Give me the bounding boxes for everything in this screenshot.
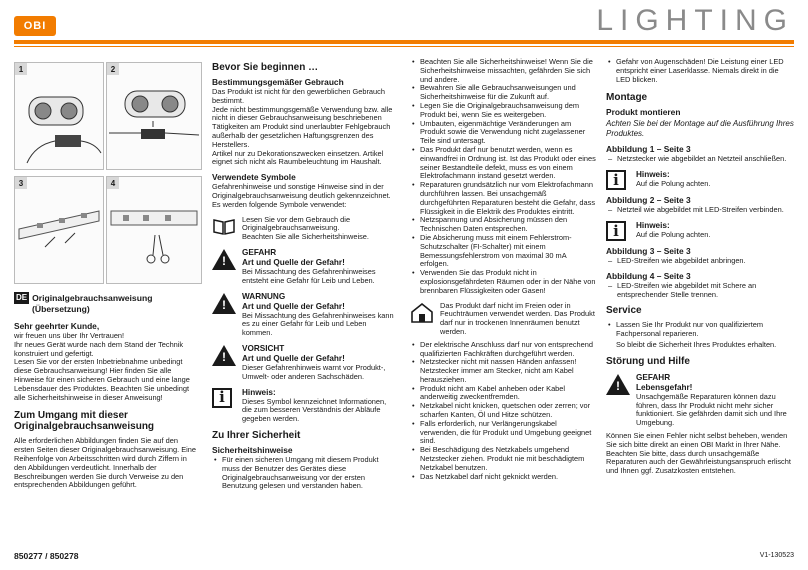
list-item: • Legen Sie die Originalgebrauchsanweisung dem Produkt bei, wenn Sie es weitergeben. (420, 102, 596, 120)
heading-bestimmung: Bestimmungsgemäßer Gebrauch (212, 77, 344, 87)
heading-symbole: Verwendete Symbole (212, 172, 296, 183)
vorsicht-title: VORSICHT (242, 343, 285, 353)
list-item: • Netzstecker nicht mit nassen Händen anfassen! Netzstecker immer am Stecker, nicht am Kabel herausziehen. (420, 358, 596, 384)
hinweis-box-1 (606, 170, 794, 190)
warning-triangle-icon: ! (606, 374, 630, 395)
warning-triangle-icon: ! (212, 249, 236, 270)
info-icon: i (606, 221, 626, 241)
figure-3 (14, 176, 104, 284)
list-item: • Beachten Sie alle Sicherheitshinweise! Wenn Sie die Sicherheitshinweise missachten, gefährden Sie sich und andere. (420, 58, 596, 84)
heading-bevor: Bevor Sie beginnen … (212, 62, 319, 73)
abbildung-4: Abbildung 4 – Seite 3 (606, 270, 691, 281)
column-1 (14, 292, 200, 490)
warnung-subtitle: Art und Quelle der Gefahr! (242, 301, 345, 311)
gefahr-2-subtitle: Lebensgefahr! (636, 382, 693, 392)
list-item: • Gefahr von Augenschäden! Die Leistung einer LED entspricht einer Laserklasse. Niemals direkt in die LED blicken. (616, 58, 794, 84)
led-strip-mount-illustration (15, 177, 103, 283)
obi-logo: OBI (14, 16, 56, 36)
indoor-box (410, 302, 596, 337)
bestimmung-2: Jede nicht bestimmungsgemäße Verwendung bzw. alle nicht in dieser Gebrauchsanweisung beschriebenen Tätigkeiten am Produkt sind unerlaubter Fehlgebrauch außerhalb der gesetzlichen Haftungsgrenzen des Herstellers. (212, 104, 393, 149)
intro-3: Lesen Sie vor der ersten Inbetriebnahme unbedingt diese Gebrauchsanweisung! Hier finden Sie alle Hinweise für einen sicheren Gebrauch und eine lange Lebensdauer des Produktes. Beachten Sie unbedingt alle Sicherheitshinweise in dieser Anweisung! (14, 357, 190, 402)
warnung-text: Bei Missachtung des Gefahrenhinweises kann es zu einer Gefahr für Leib und Leben kommen. (242, 310, 394, 338)
warning-triangle-icon: ! (212, 345, 236, 366)
figure-2 (106, 62, 202, 170)
figure-number: 3 (15, 177, 27, 189)
heading-montage: Montage (606, 92, 648, 104)
book-text-1: Lesen Sie vor dem Gebrauch die Originalgebrauchsanweisung. (242, 214, 351, 233)
figure-number: 2 (107, 63, 119, 75)
heading-service: Service (606, 305, 642, 317)
book-symbol-row (212, 216, 398, 242)
safety-list-b (410, 341, 596, 482)
list-item: • Netzspannung und Absicherung müssen den Technischen Daten entsprechen. (420, 216, 596, 234)
heading-sicherheit: Zu Ihrer Sicherheit (212, 429, 301, 441)
article-number: 850277 / 850278 (14, 551, 79, 561)
service-text: So bleibt die Sicherheit Ihres Produktes erhalten. (616, 339, 777, 349)
figure-number: 4 (107, 177, 119, 189)
hinweis-1-title: Hinweis: (636, 170, 670, 180)
abbildung-1-step: – Netzstecker wie abgebildet an Netzteil anschließen. (617, 155, 794, 164)
hinweis-box-2 (606, 221, 794, 241)
hinweis-text: Dieses Symbol kennzeichnet Informationen, die zum besseren Verständnis der Abläufe gegeben werden. (242, 396, 387, 424)
indoor-text: Das Produkt darf nicht im Freien oder in Feuchträumen verwendet werden. Das Produkt darf nur in trockenen Innenräumen benutzt werden. (440, 300, 595, 336)
list-item: • Produkt nicht am Kabel anheben oder Kabel anderweitig zweckentfremden. (420, 385, 596, 403)
bestimmung-1: Das Produkt ist nicht für den gewerblichen Gebrauch bestimmt. (212, 87, 385, 105)
book-text-2: Beachten Sie alle Sicherheitshinweise. (242, 232, 369, 242)
figure-1 (14, 62, 104, 170)
abbildung-2: Abbildung 2 – Seite 3 (606, 195, 691, 206)
montieren-text: Achten Sie bei der Montage auf die Ausführung Ihres Produktes. (606, 119, 794, 139)
language-badge: DE (16, 293, 28, 302)
list-item: • Das Netzkabel darf nicht geknickt werden. (420, 473, 596, 482)
heading-stoerung: Störung und Hilfe (606, 355, 690, 367)
gefahr-2-title: GEFAHR (636, 372, 671, 382)
list-item: • Umbauten, eigenmächtige Veränderungen am Produkt sowie die Verwendung nicht zugelassener Teile sind untersagt. (420, 120, 596, 146)
abbildung-3-step: – LED-Streifen wie abgebildet anbringen. (617, 257, 794, 266)
list-item: • Bei Beschädigung des Netzkabels umgehend Netzstecker ziehen. Produkt nie mit beschädigtem Netzkabel benutzen. (420, 446, 596, 472)
gefahr-box (212, 248, 398, 286)
gefahr-title: GEFAHR (242, 247, 277, 257)
safety-list-a (410, 58, 596, 296)
heading-montieren: Produkt montieren (606, 107, 681, 118)
abbildung-3: Abbildung 3 – Seite 3 (606, 245, 691, 256)
book-icon (212, 216, 242, 242)
list-item: • Falls erforderlich, nur Verlängerungskabel verwenden, die für Produkt und Umgebung geeignet sind. (420, 420, 596, 446)
led-strip-cut-illustration (107, 177, 201, 283)
greeting: Sehr geehrter Kunde, (14, 321, 100, 331)
power-adapter-illustration (15, 63, 103, 169)
brand-title: LIGHTING (596, 4, 794, 37)
gefahr-box-2 (606, 373, 794, 428)
abbildung-4-step: – LED-Streifen wie abgebildet mit Schere an entsprechender Stelle trennen. (617, 282, 794, 300)
warnung-title: WARNUNG (242, 291, 286, 301)
list-item: • Reparaturen grundsätzlich nur vom Elektrofachmann durchführen lassen. Bei unsachgemäß durchgeführten Reparaturen besteht die Gefahr, dass Flüssigkeit in die Elektrik des Produktes eintritt. (420, 181, 596, 216)
symbole-1: Gefahrenhinweise und sonstige Hinweise sind in der Originalgebrauchsanweisung deutlich gekennzeichnet. (212, 182, 391, 200)
intro-2: Ihr neues Gerät wurde nach dem Stand der Technik konstruiert und gefertigt. (14, 339, 184, 358)
info-icon: i (606, 170, 626, 190)
column-2 (212, 56, 398, 493)
list-item: • Bewahren Sie alle Gebrauchsanweisungen und Sicherheitshinweise für die Zukunft auf. (420, 84, 596, 102)
header-stripe-thin (14, 46, 794, 47)
figure-4 (106, 176, 202, 284)
figure-number: 1 (15, 63, 27, 75)
intro-1: wir freuen uns über Ihr Vertrauen! (14, 331, 125, 340)
doc-title-line2: (Übersetzung) (32, 304, 90, 314)
vorsicht-text: Dieser Gefahrenhinweis warnt vor Produkt-, Umwelt- oder anderen Sachschäden. (242, 362, 386, 381)
list-item: • Netzkabel nicht knicken, quetschen oder zerren; vor scharfen Kanten, Öl und Hitze schützen. (420, 402, 596, 420)
hinweis-box (212, 388, 398, 424)
heading-umgang: Zum Umgang mit dieser Originalgebrauchsanweisung (14, 410, 155, 433)
version-code: V1-130523 (759, 552, 794, 559)
abbildung-2-step: – Netzteil wie abgebildet mit LED-Streifen verbinden. (617, 206, 794, 215)
column-4 (606, 58, 794, 476)
header-stripe (14, 40, 794, 44)
list-item: • Das Produkt darf nur benutzt werden, wenn es einwandfrei in Ordnung ist. Ist das Produkt oder eines seiner Bestandteile defekt, muss es von einem Elektrofachmann instand gesetzt werden. (420, 146, 596, 181)
hinweis-title: Hinweis: (242, 387, 276, 397)
list-item: • Die Absicherung muss mit einem Fehlerstrom-Schutzschalter (FI-Schalter) mit einem Bemessungsfehlerstrom von maximal 30 mA erfolgen. (420, 234, 596, 269)
warning-triangle-icon: ! (212, 293, 236, 314)
hinweis-1-text: Auf die Polung achten. (636, 179, 711, 189)
final-text: Können Sie einen Fehler nicht selbst beheben, wenden Sie sich bitte direkt an einen OBI Markt in Ihrer Nähe. Beachten Sie bitte, dass durch unsachgemäße Reparaturen auch der Gewährleistungsanspruch erlischt und Ihnen ggf. Zusatzkosten entstehen. (606, 430, 791, 476)
list-item: • Verwenden Sie das Produkt nicht in explosionsgefährdeten Räumen oder in der Nähe von brennbaren Flüssigkeiten oder Gasen! (420, 269, 596, 295)
language-title (14, 292, 200, 304)
list-item: • Der elektrische Anschluss darf nur von entsprechend qualifizierten Fachkräften durchgeführt werden. (420, 341, 596, 359)
abbildung-1: Abbildung 1 – Seite 3 (606, 144, 691, 155)
sicherheit-bullet: • Für einen sicheren Umgang mit diesem Produkt muss der Benutzer des Gerätes diese Originalgebrauchsanweisung vor der ersten Benutzung gelesen und verstanden haben. (222, 456, 398, 491)
bestimmung-3: Artikel nur zu Dekorationszwecken einsetzen. Artikel eignet sich nicht als Raumbeleuchtung im Haushalt. (212, 148, 384, 167)
hinweis-2-text: Auf die Polung achten. (636, 229, 711, 239)
warnung-box (212, 292, 398, 338)
doc-title-line1: Originalgebrauchsanweisung (32, 293, 153, 303)
heading-sicherheitshinweise: Sicherheitshinweise (212, 444, 293, 455)
vorsicht-box (212, 344, 398, 382)
vorsicht-subtitle: Art und Quelle der Gefahr! (242, 353, 345, 363)
gefahr-2-text: Unsachgemäße Reparaturen können dazu führen, dass Ihr Produkt nicht mehr sicher funktioniert. Sie gefährden damit sich und Ihre Umgebung. (636, 391, 787, 428)
symbole-2: Es werden folgende Symbole verwendet: (212, 199, 347, 209)
gefahr-text: Bei Missachtung des Gefahrenhinweises entsteht eine Gefahr für Leib und Leben. (242, 266, 376, 285)
umgang-text: Alle erforderlichen Abbildungen finden Sie auf den ersten Seiten dieser Originalgebrauchsanweisung. Eine Reihenfolge von Arbeitsschritten wird durch Ziffern in den Abbildungen verdeutlicht. Innerhalb der Beschreibungen werden Sie durch Verweise zu den entsprechenden Abbildungen geführt. (14, 436, 197, 490)
hinweis-2-title: Hinweis: (636, 220, 670, 230)
column-3 (410, 58, 596, 483)
service-bullet: • Lassen Sie Ihr Produkt nur von qualifiziertem Fachpersonal reparieren. (616, 321, 794, 339)
info-icon: i (212, 388, 232, 408)
connector-illustration (107, 63, 201, 169)
indoor-house-icon (410, 302, 440, 337)
gefahr-subtitle: Art und Quelle der Gefahr! (242, 257, 345, 267)
